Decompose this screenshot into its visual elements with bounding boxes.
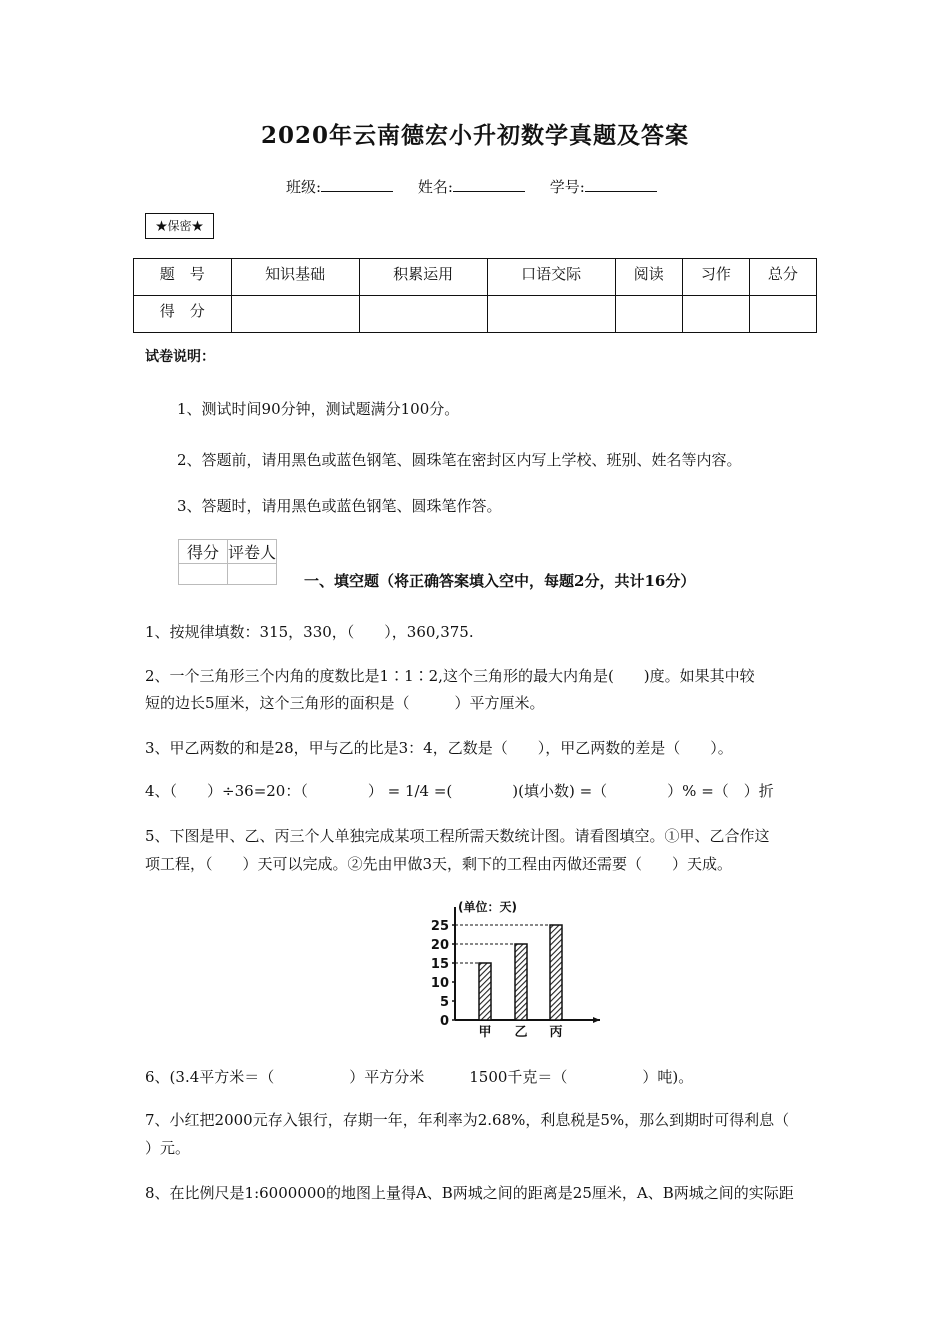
question-1: 1、按规律填数：315，330，（ ），360,375. — [145, 623, 474, 641]
instruction-item: 1、测试时间90分钟，测试题满分100分。 — [177, 400, 460, 418]
id-blank[interactable] — [585, 177, 657, 192]
question-5-line-1: 5、下图是甲、乙、丙三个人单独完成某项工程所需天数统计图。请看图填空。①甲、乙合作这 — [145, 827, 770, 845]
score-cell[interactable] — [615, 296, 682, 333]
score-row-label: 得 分 — [134, 296, 232, 333]
question-4: 4、（ ）÷36=20：（ ） = 1/4 =( )(填小数) =（ ）% =（ ）折 — [145, 782, 774, 800]
y-tick-label: 15 — [430, 957, 449, 972]
grader-name-cell[interactable] — [228, 564, 277, 585]
workdays-bar-chart — [415, 893, 605, 1043]
class-field[interactable] — [286, 176, 393, 197]
instruction-item: 2、答题前，请用黑色或蓝色钢笔、圆珠笔在密封区内写上学校、班别、姓名等内容。 — [177, 451, 742, 469]
y-tick-label: 25 — [430, 919, 449, 934]
score-table-header-row — [134, 259, 817, 296]
score-header-cell: 积累运用 — [359, 259, 487, 296]
x-category-label: 乙 — [514, 1025, 528, 1040]
grader-score-cell[interactable] — [179, 564, 228, 585]
confidential-badge: ★保密★ — [145, 213, 214, 239]
x-category-label: 丙 — [549, 1025, 563, 1040]
question-3: 3、甲乙两数的和是28，甲与乙的比是3：4，乙数是（ ），甲乙两数的差是（ ）。 — [145, 739, 733, 757]
question-2-line-1: 2、一个三角形三个内角的度数比是1∶1∶2,这个三角形的最大内角是( )度。如果其中较 — [145, 667, 755, 685]
score-header-cell: 阅读 — [615, 259, 682, 296]
question-6: 6、(3.4平方米＝（ ）平方分米 1500千克＝（ ）吨)。 — [145, 1068, 694, 1086]
student-info-line — [286, 176, 677, 197]
score-table — [133, 258, 817, 333]
x-category-label: 甲 — [478, 1025, 492, 1040]
bar — [479, 963, 491, 1020]
score-cell[interactable] — [749, 296, 816, 333]
score-header-cell: 口语交际 — [487, 259, 615, 296]
score-cell[interactable] — [682, 296, 749, 333]
x-axis-arrow — [593, 1017, 600, 1023]
document-title: 2020年云南德宏小升初数学真题及答案 — [260, 122, 689, 149]
question-2-line-2: 短的边长5厘米，这个三角形的面积是（ ）平方厘米。 — [145, 694, 545, 712]
score-cell[interactable] — [231, 296, 359, 333]
class-blank[interactable] — [321, 177, 393, 192]
y-tick-label: 0 — [439, 1014, 449, 1029]
name-label: 姓名: — [417, 178, 453, 196]
grader-name-label: 评卷人 — [228, 540, 277, 564]
question-8-line-1: 8、在比例尺是1:6000000的地图上量得A、B两城之间的距离是25厘米，A、B两城之间的实际距 — [145, 1184, 794, 1202]
section-title: 一、填空题（将正确答案填入空中，每题2分，共计16分） — [304, 572, 696, 590]
grader-box — [178, 539, 277, 585]
score-header-cell: 知识基础 — [231, 259, 359, 296]
name-field[interactable] — [418, 176, 525, 197]
class-label: 班级: — [286, 178, 322, 196]
score-cell[interactable] — [359, 296, 487, 333]
bar — [550, 925, 562, 1020]
question-7-line-1: 7、小红把2000元存入银行，存期一年，年利率为2.68%，利息税是5%，那么到期时可得利息（ — [145, 1111, 790, 1129]
y-tick-label: 10 — [430, 976, 449, 991]
id-label: 学号: — [549, 178, 585, 196]
question-7-line-2: ）元。 — [145, 1139, 191, 1157]
question-5-line-2: 项工程，（ ）天可以完成。②先由甲做3天，剩下的工程由丙做还需要（ ）天成。 — [145, 855, 733, 873]
y-tick-label: 5 — [439, 995, 449, 1010]
name-blank[interactable] — [453, 177, 525, 192]
score-header-cell: 总分 — [749, 259, 816, 296]
instructions-heading: 试卷说明： — [145, 349, 215, 365]
grader-score-label: 得分 — [179, 540, 228, 564]
score-header-cell: 习作 — [682, 259, 749, 296]
bar — [515, 944, 527, 1020]
instruction-item: 3、答题时，请用黑色或蓝色钢笔、圆珠笔作答。 — [177, 497, 502, 515]
score-table-score-row — [134, 296, 817, 333]
id-field[interactable] — [550, 176, 657, 197]
chart-title: (单位：天) — [458, 900, 517, 914]
y-tick-label: 20 — [430, 938, 449, 953]
score-cell[interactable] — [487, 296, 615, 333]
score-header-cell: 题 号 — [134, 259, 232, 296]
